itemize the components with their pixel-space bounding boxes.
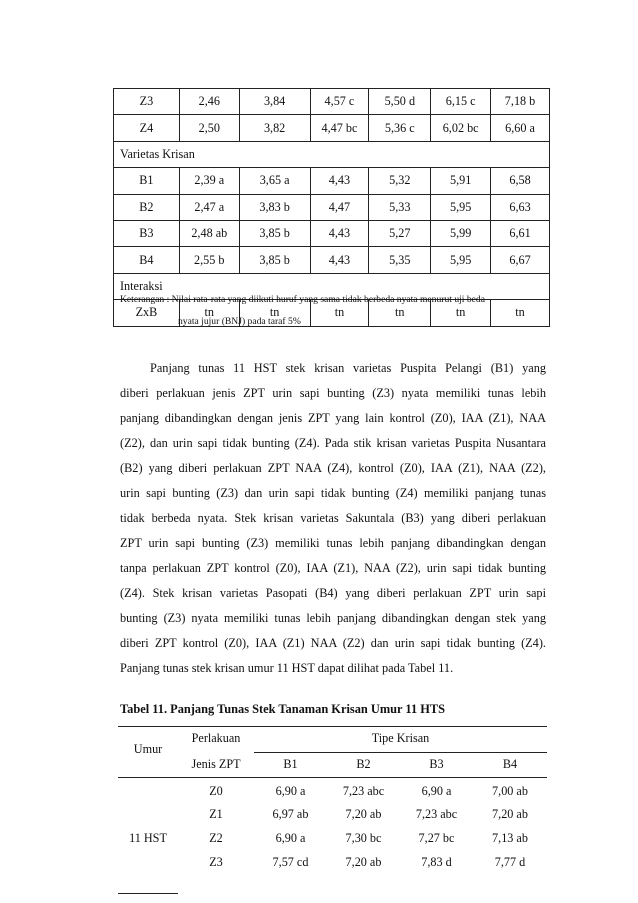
paragraph-line: (B2) yang diberi perlakuan ZPT NAA (Z4), kontrol (Z0), IAA (Z1), NAA (Z2), — [120, 461, 546, 475]
cell: 6,67 — [491, 247, 550, 273]
cell: 7,20 ab — [345, 855, 382, 869]
cell: 7,27 bc — [418, 831, 455, 845]
row-zpt-label: Z1 — [209, 807, 223, 821]
cell: 7,30 bc — [345, 831, 382, 845]
row-zpt-label: Z2 — [209, 831, 223, 845]
paragraph-line: tidak berbeda nyata. Stek krisan varietas Sakuntala (B3) yang diberi perlakuan — [120, 511, 546, 525]
cell: 6,90 a — [275, 831, 306, 845]
results-grid-table — [113, 88, 550, 327]
cell: 6,63 — [491, 194, 550, 220]
cell: tn — [179, 300, 239, 326]
cell: 4,43 — [310, 168, 369, 194]
cell: 7,20 ab — [345, 807, 382, 821]
paragraph-line: urin sapi bunting (Z3) dan urin sapi tidak bunting (Z4) memiliki panjang tunas — [120, 486, 546, 500]
table-row — [114, 194, 550, 220]
umur-value: 11 HST — [129, 831, 167, 845]
cell: 5,91 — [431, 168, 491, 194]
cell: 2,47 a — [179, 194, 239, 220]
cell: tn — [369, 300, 431, 326]
group-header-varietas: Varietas Krisan — [114, 141, 550, 167]
cell: 4,47 bc — [310, 115, 369, 141]
paragraph-line: diberi ZPT kontrol (Z0), IAA (Z1) NAA (Z2) dan urin sapi tidak bunting (Z4). — [120, 636, 546, 650]
cell: 3,83 b — [239, 194, 310, 220]
paragraph-line: ZPT urin sapi bunting (Z3) memiliki tunas lebih panjang dibandingkan dengan — [120, 536, 546, 550]
cell: 3,65 a — [239, 168, 310, 194]
cell: 3,85 b — [239, 247, 310, 273]
row-label: B1 — [114, 168, 180, 194]
cell: tn — [310, 300, 369, 326]
cell: tn — [431, 300, 491, 326]
cell: 5,27 — [369, 220, 431, 246]
cell: 5,33 — [369, 194, 431, 220]
tipe-krisan-underline — [254, 752, 547, 753]
cell: 7,00 ab — [492, 784, 528, 798]
header-jenis-zpt: Jenis ZPT — [191, 757, 241, 771]
cell: 5,95 — [431, 247, 491, 273]
cell: 6,61 — [491, 220, 550, 246]
cell: 3,85 b — [239, 220, 310, 246]
cell: 2,39 a — [179, 168, 239, 194]
header-b1: B1 — [283, 757, 298, 771]
row-label: ZxB — [114, 300, 180, 326]
table-header-rule — [118, 777, 547, 778]
header-b4: B4 — [502, 757, 518, 771]
umur-column-rule — [118, 893, 178, 894]
paragraph-line: (Z4). Stek krisan varietas Pasopati (B4) yang diberi perlakuan ZPT urin sapi — [120, 586, 546, 600]
header-tipe-krisan: Tipe Krisan — [371, 731, 430, 745]
cell: 5,32 — [369, 168, 431, 194]
cell: 7,83 d — [421, 855, 452, 869]
row-zpt-label: Z0 — [209, 784, 223, 798]
cell: 6,02 bc — [431, 115, 491, 141]
cell: 6,90 a — [421, 784, 452, 798]
cell: tn — [239, 300, 310, 326]
cell: 5,36 c — [369, 115, 431, 141]
table-row — [114, 89, 550, 115]
row-zpt-label: Z3 — [209, 855, 223, 869]
cell: 6,97 ab — [272, 807, 309, 821]
cell: 7,23 abc — [415, 807, 458, 821]
cell: 7,18 b — [491, 89, 550, 115]
table-row — [114, 168, 550, 194]
row-label: B2 — [114, 194, 180, 220]
table-note-line-1: Keterangan : Nilai rata-rata yang diikuti huruf yang sama tidak berbeda nyata menurut uji beda — [120, 294, 485, 305]
paragraph-line: Panjang tunas stek krisan umur 11 HST dapat dilihat pada Tabel 11. — [120, 661, 454, 675]
cell: 3,82 — [239, 115, 310, 141]
cell: 6,58 — [491, 168, 550, 194]
table-row — [114, 247, 550, 273]
cell: 6,15 c — [431, 89, 491, 115]
group-header-interaksi: Interaksi — [114, 273, 550, 299]
cell: 7,23 abc — [342, 784, 385, 798]
cell: 4,47 — [310, 194, 369, 220]
cell: 5,99 — [431, 220, 491, 246]
header-umur: Umur — [133, 742, 163, 756]
paragraph-line: tanpa perlakuan ZPT kontrol (Z0), IAA (Z1), NAA (Z2), urin sapi tidak bunting — [120, 561, 546, 575]
cell: 7,57 cd — [272, 855, 309, 869]
cell: 5,50 d — [369, 89, 431, 115]
row-label: B4 — [114, 247, 180, 273]
row-label: Z4 — [114, 115, 180, 141]
cell: 7,13 ab — [492, 831, 528, 845]
header-b3: B3 — [429, 757, 444, 771]
cell: 4,43 — [310, 220, 369, 246]
table-row — [114, 220, 550, 246]
row-label: Z3 — [114, 89, 180, 115]
cell: 3,84 — [239, 89, 310, 115]
cell: 7,77 d — [494, 855, 526, 869]
table-caption: Tabel 11. Panjang Tunas Stek Tanaman Krisan Umur 11 HTS — [120, 702, 446, 716]
cell: 7,20 ab — [492, 807, 528, 821]
cell: 6,90 a — [275, 784, 306, 798]
cell: 6,60 a — [491, 115, 550, 141]
paragraph-line: panjang dibandingkan dengan jenis ZPT yang lain kontrol (Z0), IAA (Z1), NAA — [120, 411, 546, 425]
cell: 2,50 — [179, 115, 239, 141]
cell: 4,43 — [310, 247, 369, 273]
paragraph-line: Panjang tunas 11 HST stek krisan varietas Puspita Pelangi (B1) yang — [150, 361, 546, 375]
group-header-row — [114, 141, 550, 167]
table-top-rule — [118, 726, 547, 727]
table-note-line-2: nyata jujur (BNJ) pada taraf 5% — [178, 316, 301, 327]
row-label: B3 — [114, 220, 180, 246]
cell: 2,55 b — [179, 247, 239, 273]
cell: 5,35 — [369, 247, 431, 273]
cell: 4,57 c — [310, 89, 369, 115]
header-b2: B2 — [356, 757, 371, 771]
cell: 2,46 — [179, 89, 239, 115]
header-perlakuan: Perlakuan — [191, 731, 241, 745]
table-row — [114, 115, 550, 141]
cell: 2,48 ab — [179, 220, 239, 246]
paragraph-line: (Z2), dan urin sapi tidak bunting (Z4). Pada stik krisan varietas Puspita Nusantara — [120, 436, 546, 450]
cell: tn — [491, 300, 550, 326]
cell: 5,95 — [431, 194, 491, 220]
paragraph-line: diberi perlakuan jenis ZPT urin sapi bunting (Z3) nyata memiliki tunas lebih — [120, 386, 546, 400]
paragraph-line: bunting (Z3) nyata memiliki tunas lebih panjang dibandingkan dengan stek yang — [120, 611, 546, 625]
